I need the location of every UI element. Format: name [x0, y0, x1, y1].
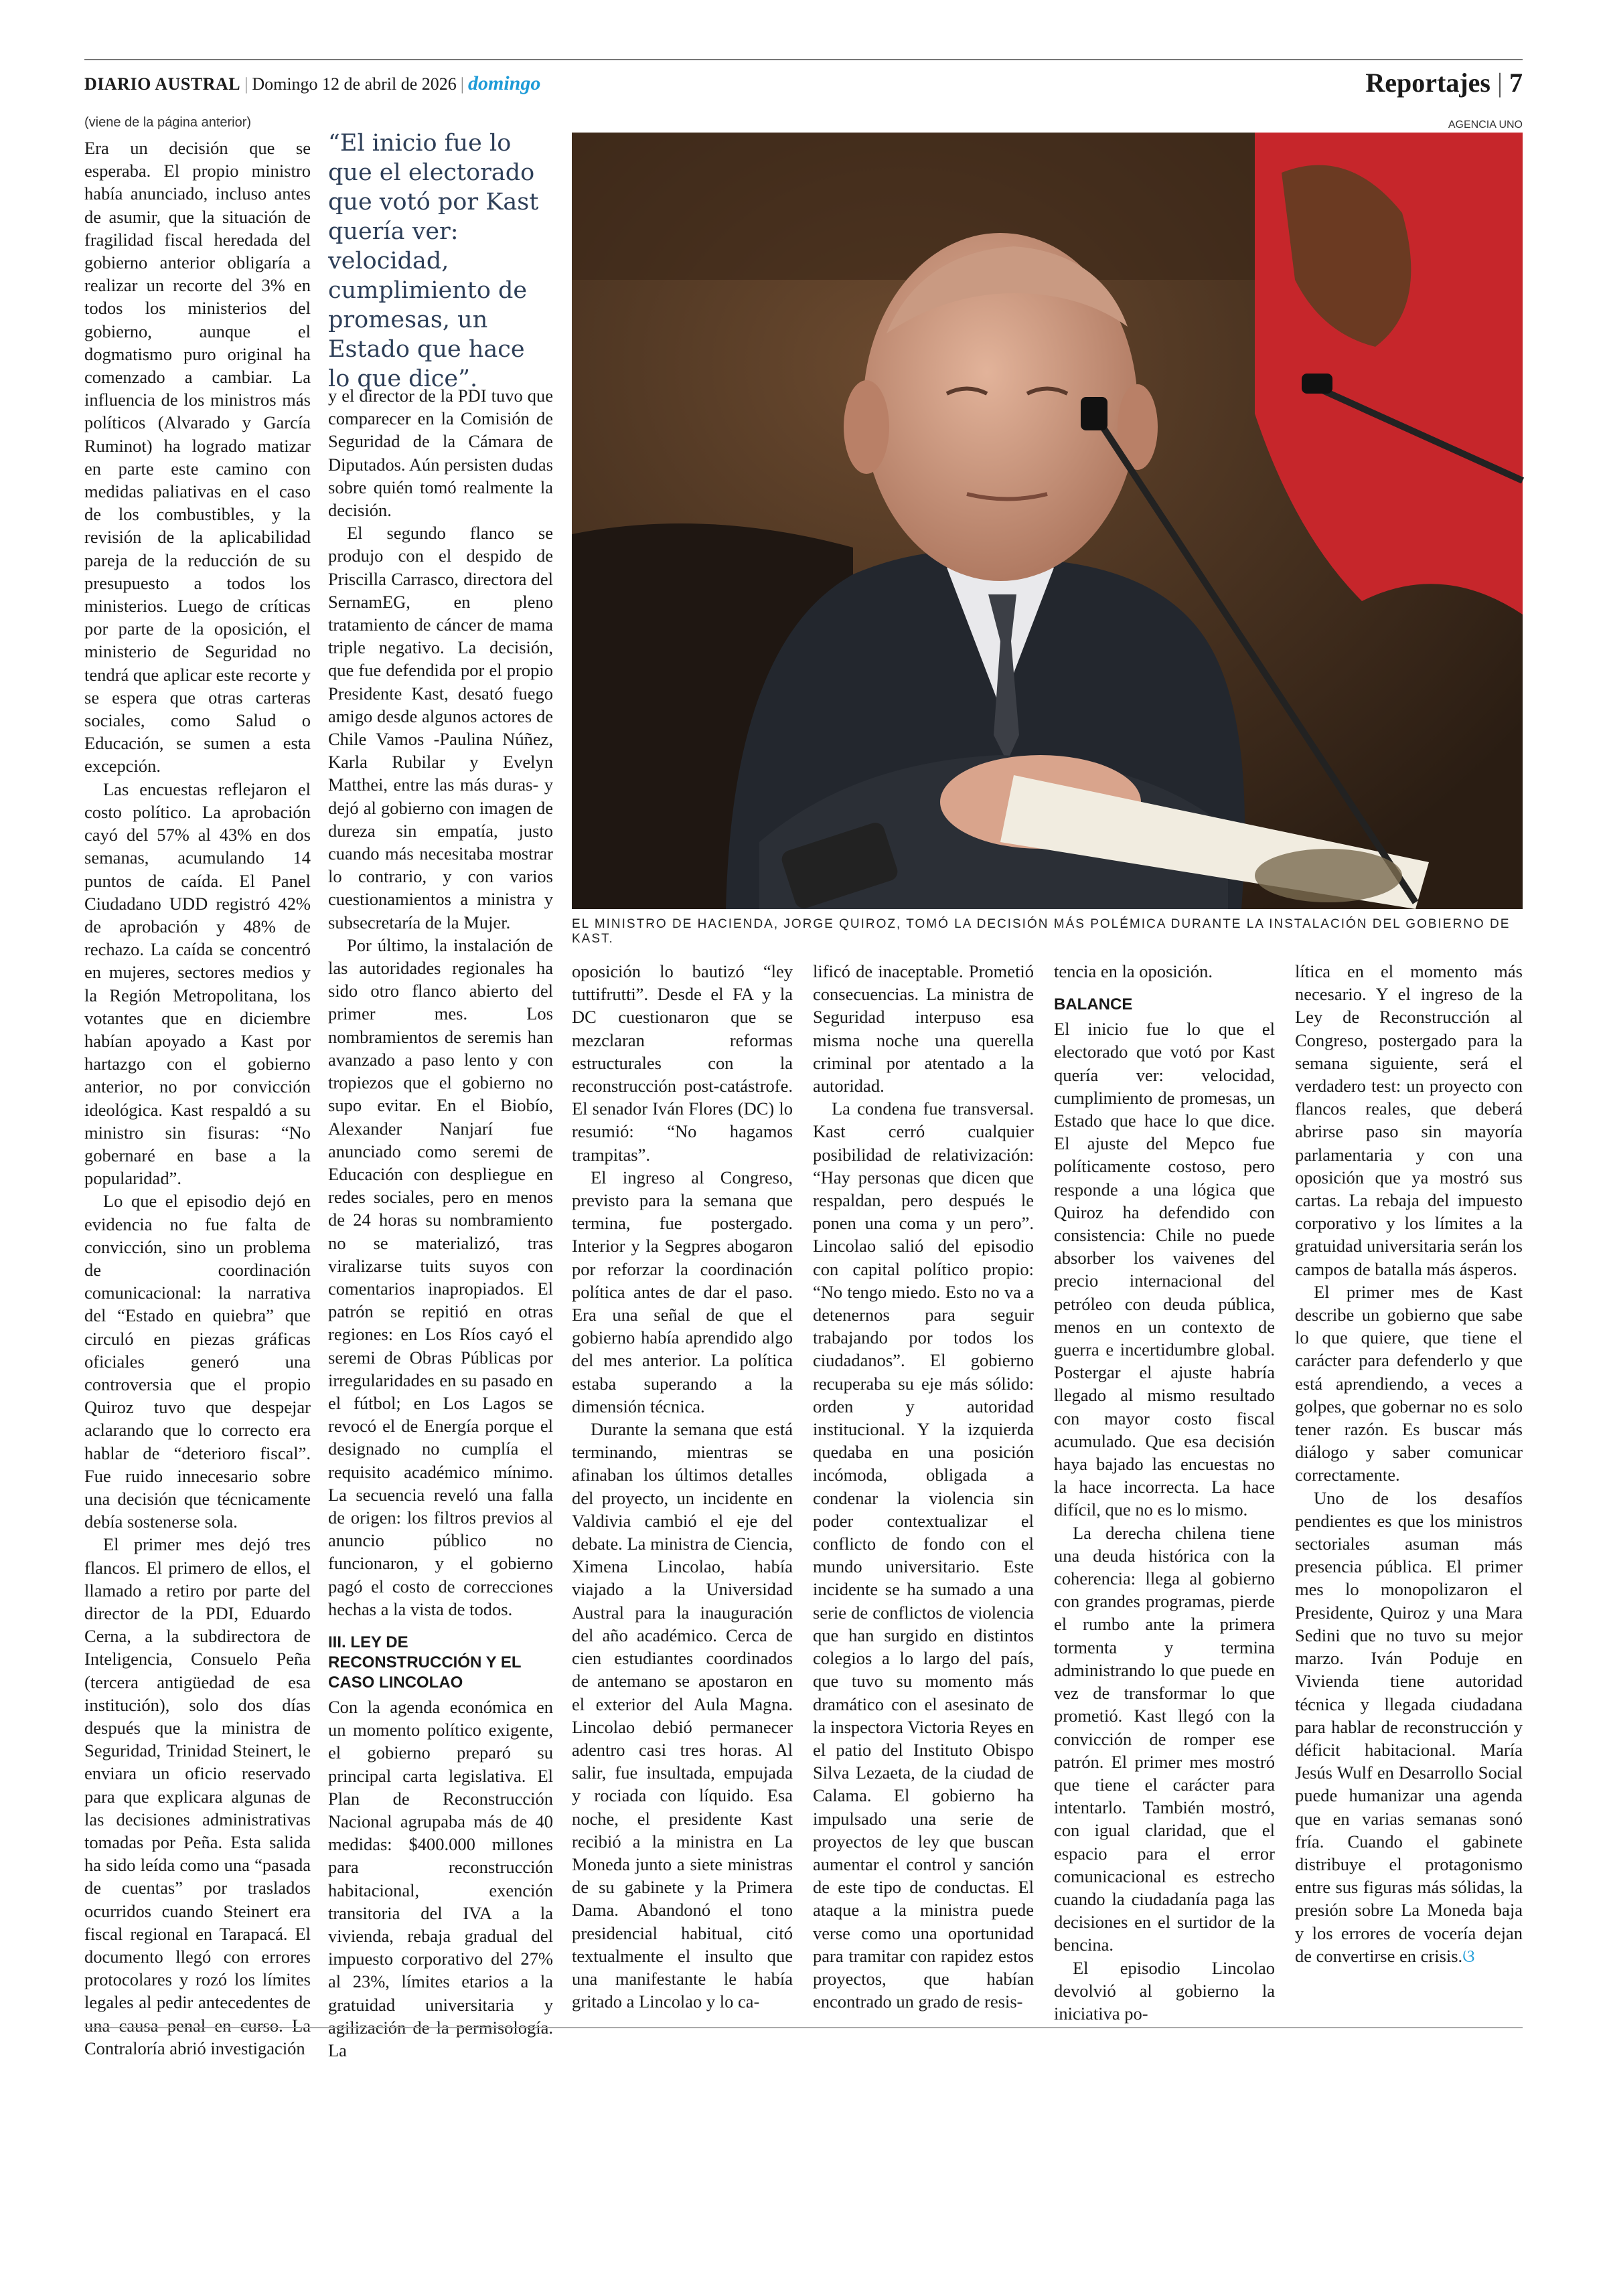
subheading-reconstruccion: III. LEY DE RECONSTRUCCIÓN Y EL CASO LINCOLAO: [328, 1633, 522, 1692]
article-column-4: [813, 960, 1034, 2012]
page-separator: |: [1490, 68, 1509, 98]
issue-date: Domingo 12 de abril de 2026: [252, 74, 457, 94]
article-column-5: [1054, 960, 1275, 2024]
paragraph: y el director de la PDI tuvo que comparecer en la Comisión de Seguridad de la Cámara de Diputados. Aún persisten dudas sobre quién tomó realmente la decisión.: [328, 386, 553, 521]
article-column-6: [1295, 960, 1523, 1967]
article-column-1: [84, 137, 311, 2058]
paragraph: El primer mes de Kast describe un gobierno que sabe lo que quiere, que tiene el carácter para defenderlo y que está aprendiendo, a veces a golpes, que gobernar no es solo tener razón. Es buscar más diálogo y saber comunicar correctamente.: [1295, 1281, 1523, 1485]
paragraph: Durante la semana que está terminando, mientras se afinaban los últimos detalles del proyecto, un incidente en Valdivia cambió el eje del debate. La ministra de Ciencia, Ximena Lincolao, había viajado a la Universidad Austral para la inauguración del año académico. Cerca de cien estudiantes coordinados de antemano se apostaron en el exterior del Aula Magna. Lincolao debió permanecer adentro casi tres horas. Al salir, fue insultada, empujada y rociada con líquido. Esa noche, el presidente Kast recibió a la ministra en La Moneda junto a siete ministras de su gabinete y la Primera Dama. Abandonó el tono presidencial habitual, citó textualmente el insulto que una manifestante le había gritado a Lincolao y lo ca-: [572, 1419, 793, 2012]
continued-note: (viene de la página anterior): [84, 115, 252, 130]
paragraph: El segundo flanco se produjo con el despido de Priscilla Carrasco, directora del SernamEG, en pleno tratamiento de cáncer de mama triple negativo. La decisión, que fue defendida por el propio Presidente Kast, desató fuego amigo desde algunos actores de Chile Vamos -Paulina Núñez, Karla Rubilar y Evelyn Matthei, entre las más duras- y dejó al gobierno con imagen de dureza sin empatía, justo cuando más necesitaba mostrar lo contrario, y con varios cuestionamientos a ministra y subsecretaría de la Mujer.: [328, 523, 553, 932]
paragraph: Por último, la instalación de las autoridades regionales ha sido otro flanco abierto del primer mes. Los nombramientos de seremis han avanzado a paso lento y con tropiezos que el gobierno no supo evitar. En el Biobío, Alexander Nanjarí fue anunciado como seremi de Educación con despliegue en redes sociales, pero en menos de 24 horas su nombramiento no se materializó, tras viralizarse tuits suyos con comentarios inapropiados. El patrón se repitió en otras regiones: en Los Ríos cayó el seremi de Obras Públicas por irregularidades en su pasado en el fútbol; en Los Lagos se revocó el de Energía porque el designado no cumplía el requisito académico mínimo. La secuencia reveló una falla de origen: los filtros previos al anuncio público no funcionaron, y el gobierno pagó el costo de correcciones hechas a la vista de todos.: [328, 934, 553, 1619]
paragraph: El episodio Lincolao devolvió al gobierno la iniciativa po-: [1054, 1957, 1275, 2024]
section-label: [1365, 67, 1523, 98]
section-name: Reportajes: [1365, 68, 1490, 98]
paragraph: tencia en la oposición.: [1054, 961, 1213, 981]
newspaper-name: DIARIO AUSTRAL: [84, 74, 241, 94]
paragraph: El ingreso al Congreso, previsto para la semana que termina, fue postergado. Interior y la Segpres abogaron por reforzar la coordinación política antes de dar el paso. Era una señal de que el gobierno había aprendido algo del mes anterior. La política estaba superando a la dimensión técnica.: [572, 1167, 793, 1416]
page-header: [84, 59, 1523, 108]
masthead-separator: |: [460, 74, 464, 94]
paragraph-text: Uno de los desafíos pendientes es que los ministros sectoriales asuman más presencia pública. El primer mes lo monopolizaron el Presidente, Quiroz y una Mara Sedini que no tuvo su mejor marzo. Iván Poduje en Vivienda tiene autoridad técnica y llegada ciudadana para hablar de reconstrucción y déficit habitacional. María Jesús Wulf en Desarrollo Social puede humanizar una agenda que en varias semanas sonó fría. Cuando el gabinete distribuye el protagonismo entre sus figuras más sólidas, la presión sobre La Moneda baja y los errores de vocería dejan de convertirse en crisis.: [1295, 1487, 1523, 1966]
minister-photo: [572, 133, 1523, 909]
subheading-balance: BALANCE: [1054, 995, 1133, 1014]
footer-rule: [84, 2027, 1523, 2028]
paragraph: El inicio fue lo que el electorado que votó por Kast quería ver: velocidad, cumplimiento de promesas, un Estado que hace lo que dice. El ajuste del Mepco fue políticamente costoso, pero responde a una lógica que Quiroz ha defendido con consistencia: Chile no puede absorber los vaivenes del precio internacional del petróleo con deuda pública, menos en un contexto de guerra e incertidumbre global. Postergar el ajuste habría llegado al mismo resultado con mayor costo fiscal acumulado. Que esa decisión haya bajado las encuestas no la hace incorrecta. La hace difícil, que no es lo mismo.: [1054, 1019, 1275, 1520]
page-number: 7: [1509, 68, 1523, 98]
paragraph: La condena fue transversal. Kast cerró cualquier posibilidad de relativización: “Hay personas que dicen que respaldan, pero después le ponen una coma y un pero”. Lincolao salió del episodio con capital político propio: “No tengo miedo. Esto no va a detenernos para seguir trabajando por todos los ciudadanos”. El gobierno recuperaba su eje más sólido: orden y autoridad institucional. Y la izquierda quedaba en una posición incómoda, obligada a condenar la violencia sin poder contextualizar el conflicto de fondo con el mundo universitario. Este incidente se ha sumado a una serie de conflictos de violencia que han surgido en distintos colegios a lo largo del país, que tuvo su momento más dramático con el asesinato de la inspectora Victoria Reyes en el patio del Instituto Obispo Silva Lezaeta, de la ciudad de Calama. El gobierno ha impulsado una serie de proyectos de ley que buscan aumentar el control y sanción de este tipo de conductas. El ataque a la ministra puede verse como una oportunidad para tramitar con rapidez estos proyectos, que habían encontrado un grado de resis-: [813, 1098, 1034, 2012]
paragraph: Con la agenda económica en un momento político exigente, el gobierno preparó su principal carta legislativa. El Plan de Reconstrucción Nacional agrupaba más de 40 medidas: $400.000 millones para reconstrucción habitacional, exención transitoria del IVA a la vivienda, rebaja gradual del impuesto corporativo del 27% al 23%, límites etarios a la gratuidad universitaria y agilización de la permisología. La: [328, 1696, 553, 2061]
paragraph: El primer mes dejó tres flancos. El primero de ellos, el llamado a retiro por parte del director de la PDI, Eduardo Cerna, a la subdirectora de Inteligencia, Consuelo Peña (tercera antigüedad de esa institución), solo dos días después que la ministra de Seguridad, Trinidad Steinert, le enviara un oficio reservado para que explicara algunas de las decisiones administrativas tomadas por Peña. Esta salida ha sido leída como una “pasada de cuentas” por traslados ocurridos cuando Steinert era fiscal regional en Tarapacá. El documento llegó con errores protocolares y rozó los límites legales al pedir antecedentes de una causa penal en curso. La Contraloría abrió investigación: [84, 1534, 311, 2058]
paragraph: [1295, 1487, 1523, 1968]
paragraph: Las encuestas reflejaron el costo político. La aprobación cayó del 57% al 43% en dos semanas, acumulando 14 puntos de caída. El Panel Ciudadano UDD registró 42% de aprobación y 48% de rechazo. La caída se concentró en mujeres, sectores medios y la Región Metropolitana, los votantes que en diciembre habían apoyado a Kast por hartazgo con el gobierno anterior, no por convicción ideológica. Kast respaldó a su ministro sin fisuras: “No gobernaré en base a la popularidad”.: [84, 778, 311, 1189]
photo-caption: EL MINISTRO DE HACIENDA, JORGE QUIROZ, TOMÓ LA DECISIÓN MÁS POLÉMICA DURANTE LA INSTALACIÓN DEL GOBIERNO DE KAST.: [572, 917, 1511, 946]
masthead-separator: |: [244, 74, 248, 94]
pull-quote: “El inicio fue lo que el electorado que votó por Kast quería ver: velocidad, cumplimiento de promesas, un Estado que hace lo que dice”.: [328, 130, 539, 392]
article-column-3: [572, 960, 793, 2012]
paragraph: lítica en el momento más necesario. Y el ingreso de la Ley de Reconstrucción al Congreso, postergado para la semana siguiente, será el verdadero test: un proyecto con flancos reales, que deberá abrirse paso sin mayoría parlamentaria y con una oposición que ya mostró sus cartas. La rebaja del impuesto corporativo y los límites a la gratuidad universitaria serán los campos de batalla más ásperos.: [1295, 961, 1523, 1279]
paragraph: Lo que el episodio dejó en evidencia no fue falta de convicción, sino un problema de coordinación comunicacional: la narrativa del “Estado en quiebra” que circuló en piezas gráficas oficiales generó una controversia que el propio Quiroz tuvo que despejar aclarando que lo correcto era hablar de “deterioro fiscal”. Fue ruido innecesario sobre una decisión que técnicamente debía sostenerse sola.: [84, 1191, 311, 1532]
paragraph: La derecha chilena tiene una deuda histórica con la coherencia: llega al gobierno con grandes programas, pierde el rumbo ante la primera tormenta y termina administrando lo que puede en vez de transformar lo que prometió. Kast llegó con la convicción de romper ese patrón. El primer mes mostró que tiene el carácter para intentarlo. También mostró, con igual claridad, que el espacio para el error comunicacional es estrecho cuando la ciudadanía paga las decisiones en el surtidor de la bencina.: [1054, 1522, 1275, 1955]
paragraph: Era un decisión que se esperaba. El propio ministro había anunciado, incluso antes de asumir, que la situación de fragilidad fiscal heredada del gobierno anterior obligaría a realizar un recorte del 3% en todos los ministerios del gobierno, aunque el dogmatismo puro original ha comenzado a cambiar. La influencia de los ministros más políticos (Alvarado y García Ruminot) ha logrado matizar en parte este camino con medidas paliativas en el caso de los combustibles, y la revisión de la aplicabilidad pareja de la reducción de su presupuesto a todos los ministerios. Luego de críticas por parte de la oposición, el ministerio de Seguridad no tendrá que aplicar este recorte y se espera que otras carteras sociales, como Salud o Educación, se sumen a esta excepción.: [84, 138, 311, 776]
end-of-article-icon: ଓ: [1462, 1945, 1475, 1967]
paragraph: lificó de inaceptable. Prometió consecuencias. La ministra de Seguridad interpuso esa misma noche una querella criminal por atentado a la autoridad.: [813, 961, 1034, 1096]
photo-credit: AGENCIA UNO: [1448, 119, 1523, 131]
day-label: domingo: [468, 72, 541, 94]
paragraph: oposición lo bautizó “ley tuttifrutti”. Desde el FA y la DC cuestionaron que se mezclaran reformas estructurales con la reconstrucción post-catástrofe. El senador Iván Flores (DC) lo resumió: “No hagamos trampitas”.: [572, 961, 793, 1165]
masthead: [84, 72, 540, 95]
article-column-2: [328, 384, 553, 2061]
